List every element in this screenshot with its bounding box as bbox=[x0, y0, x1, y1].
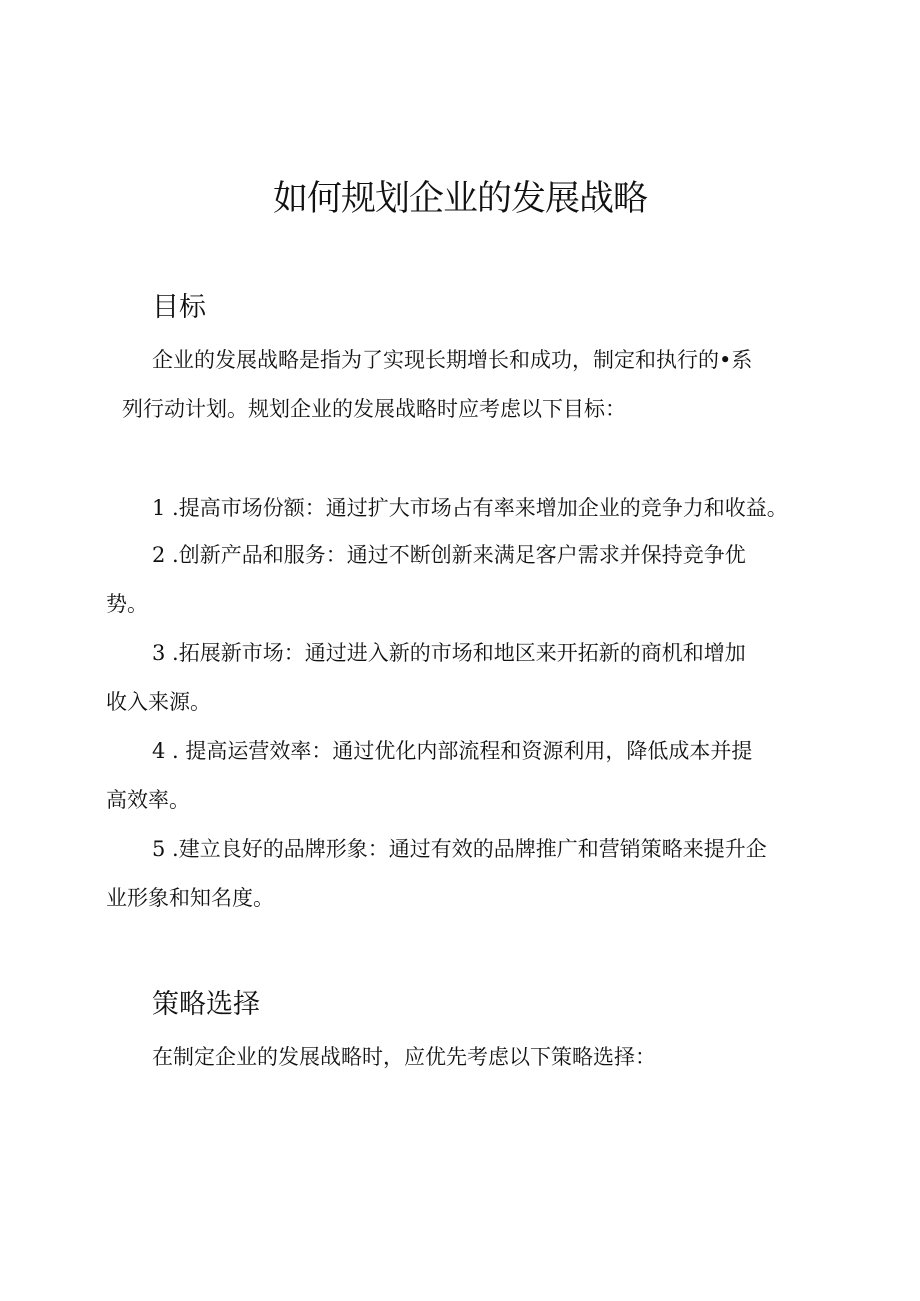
goal-item-5-line-2: 业形象和知名度。 bbox=[106, 886, 274, 910]
goal-item-2-line-1: 2 .创新产品和服务：通过不断创新来满足客户需求并保持竞争优 bbox=[152, 543, 746, 567]
section-heading-goals: 目标 bbox=[152, 292, 206, 323]
goal-item-2-line-2: 势。 bbox=[106, 592, 148, 616]
strategy-intro-line-1: 在制定企业的发展战略时，应优先考虑以下策略选择： bbox=[152, 1045, 656, 1069]
goal-item-4-line-1: 4 . 提高运营效率：通过优化内部流程和资源利用，降低成本并提 bbox=[152, 739, 753, 763]
section-heading-strategy: 策略选择 bbox=[152, 989, 260, 1020]
goal-item-3-line-1: 3 .拓展新市场：通过进入新的市场和地区来开拓新的商机和增加 bbox=[152, 641, 746, 665]
goal-item-1-line-1: 1 .提高市场份额：通过扩大市场占有率来增加企业的竞争力和收益。 bbox=[152, 496, 788, 520]
goal-item-5-line-1: 5 .建立良好的品牌形象：通过有效的品牌推广和营销策略来提升企 bbox=[152, 837, 767, 861]
goal-item-3-line-2: 收入来源。 bbox=[106, 690, 211, 714]
goal-item-4-line-2: 高效率。 bbox=[106, 788, 190, 812]
goals-intro-line-1: 企业的发展战略是指为了实现长期增长和成功，制定和执行的•系 bbox=[152, 348, 753, 372]
goals-intro-line-2: 列行动计划。规划企业的发展战略时应考虑以下目标： bbox=[122, 397, 626, 421]
document-title: 如何规划企业的发展战略 bbox=[272, 179, 647, 219]
